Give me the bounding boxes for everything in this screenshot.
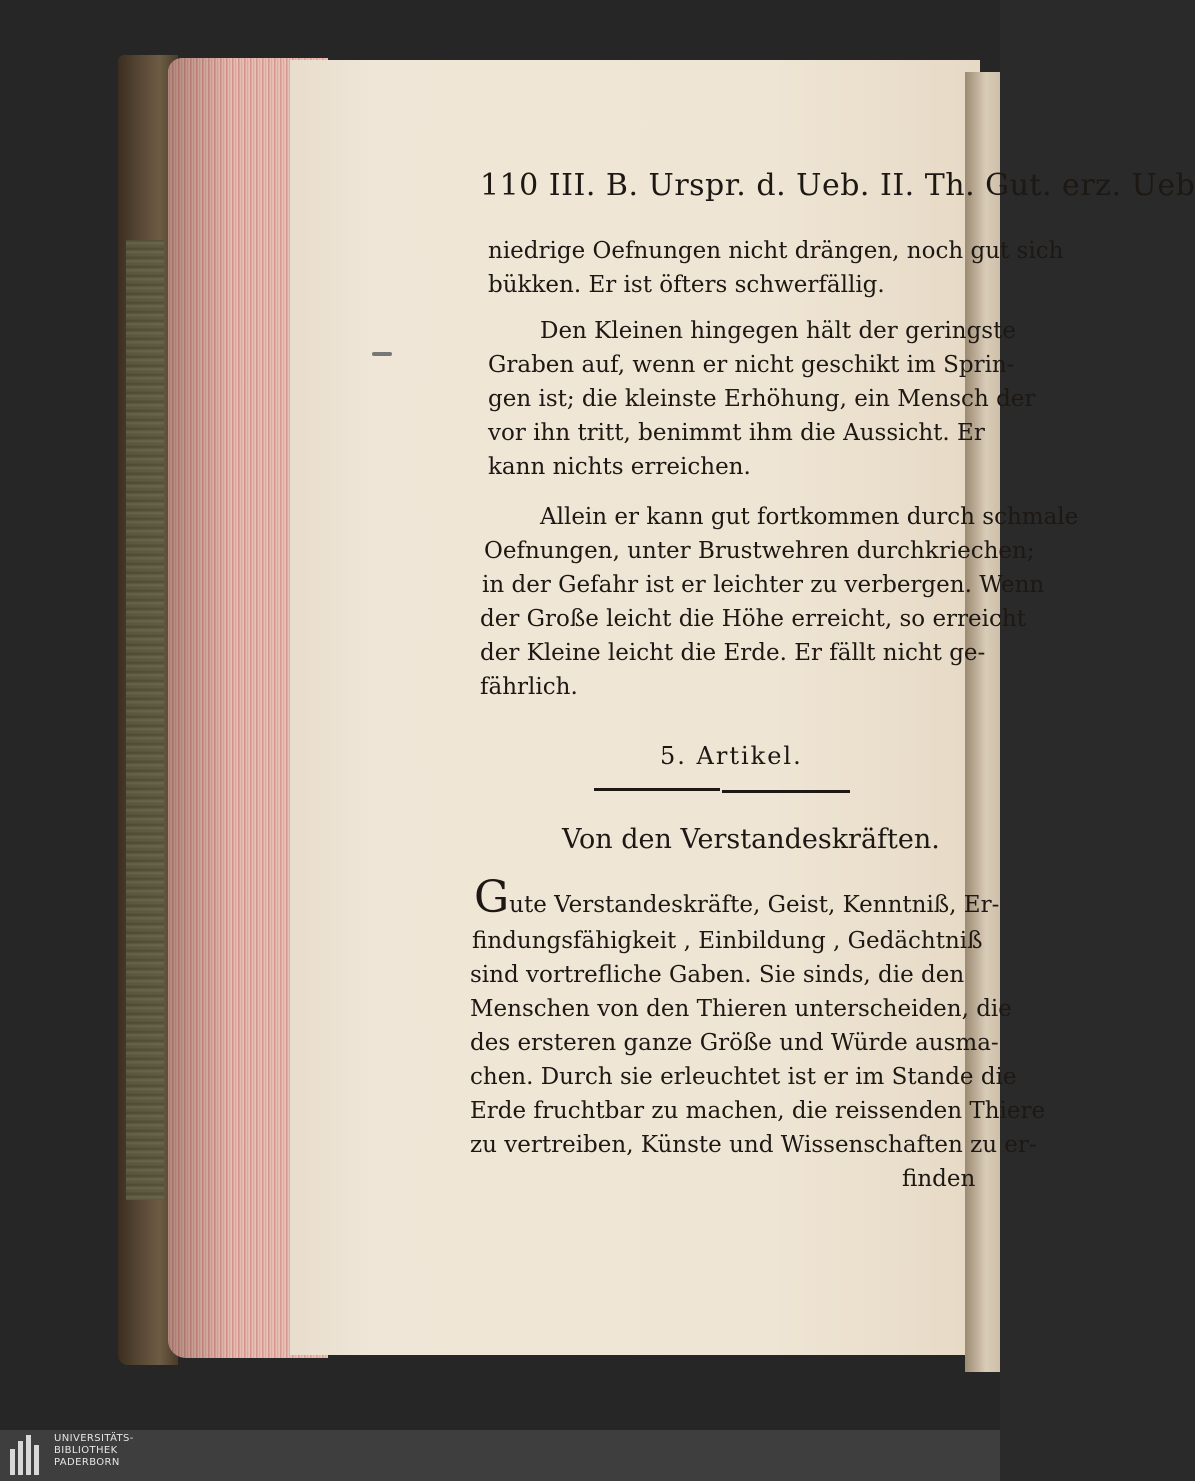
text-line: Oefnungen, unter Brustwehren durchkriechen; (484, 538, 1035, 564)
footer-bar (0, 1430, 1000, 1481)
logo-line: PADERBORN (54, 1457, 120, 1468)
text-line: Den Kleinen hingegen hält der geringste (540, 318, 1016, 344)
library-logo-icon (10, 1435, 46, 1475)
text-line: der Große leicht die Höhe erreicht, so erreicht (480, 606, 1026, 632)
text-line: bükken. Er ist öfters schwerfällig. (488, 272, 885, 298)
text-line: fährlich. (480, 674, 578, 700)
catchword: finden (902, 1166, 976, 1192)
section-title: Von den Verstandeskräften. (562, 824, 940, 855)
logo-line: UNIVERSITÄTS- (54, 1433, 134, 1444)
library-logo-text (54, 1433, 134, 1469)
text-line: in der Gefahr ist er leichter zu verbergen. Wenn (482, 572, 1045, 598)
text-line: kann nichts erreichen. (488, 454, 751, 480)
text-line: niedrige Oefnungen nicht drängen, noch gut sich (488, 238, 1064, 264)
text-line: sind vortrefliche Gaben. Sie sinds, die den (470, 962, 965, 988)
text-line: Graben auf, wenn er nicht geschikt im Sprin- (488, 352, 1015, 378)
text-line: Allein er kann gut fortkommen durch schmale (540, 504, 1079, 530)
text-line: Erde fruchtbar zu machen, die reissenden Thiere (470, 1098, 1046, 1124)
text-line: der Kleine leicht die Erde. Er fällt nicht ge- (480, 640, 986, 666)
logo-line: BIBLIOTHEK (54, 1445, 118, 1456)
section-rule-left (594, 788, 720, 791)
text-line-rest: ute Verstandeskräfte, Geist, Kenntniß, Er- (509, 892, 1000, 918)
article-heading: 5. Artikel. (660, 742, 803, 770)
text-line: des ersteren ganze Größe und Würde ausma- (470, 1030, 999, 1056)
page-text (470, 168, 1195, 1198)
text-line: zu vertreiben, Künste und Wissenschaften zu er- (470, 1132, 1037, 1158)
running-head: 110 III. B. Urspr. d. Ueb. II. Th. Gut. erz. Ueb (480, 168, 1195, 203)
text-line: gen ist; die kleinste Erhöhung, ein Mensch der (488, 386, 1036, 412)
section-rule-right (722, 790, 850, 793)
text-line: chen. Durch sie erleuchtet ist er im Stande die (470, 1064, 1017, 1090)
cover-marbling (126, 240, 164, 1200)
paper-mark (372, 352, 392, 356)
text-line (474, 872, 1000, 923)
text-line: vor ihn tritt, benimmt ihm die Aussicht. Er (488, 420, 985, 446)
drop-cap: G (474, 872, 510, 923)
text-line: findungsfähigkeit , Einbildung , Gedächtniß (472, 928, 983, 954)
text-line: Menschen von den Thieren unterscheiden, die (470, 996, 1012, 1022)
